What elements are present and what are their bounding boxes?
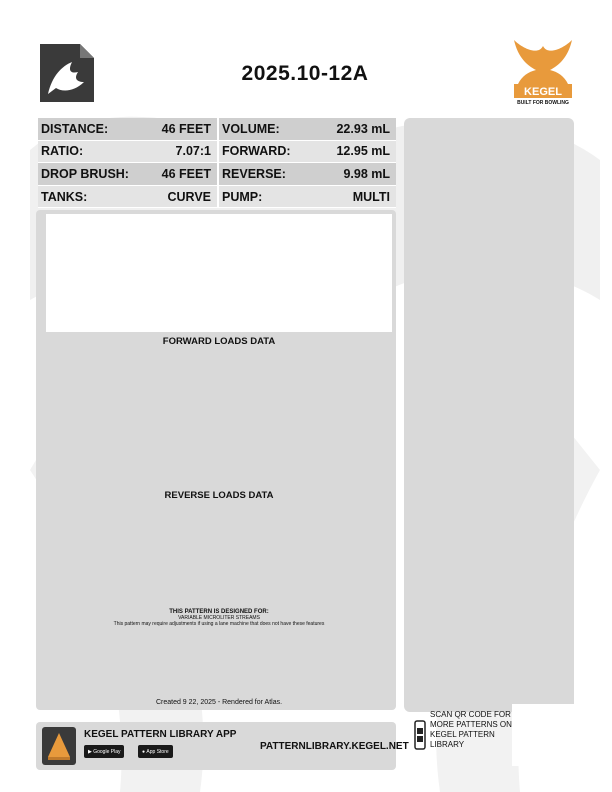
reverse-loads-title: REVERSE LOADS DATA bbox=[164, 490, 274, 501]
spec-label: PUMP: bbox=[222, 189, 263, 204]
brand-tagline: BUILT FOR BOWLING bbox=[517, 100, 569, 106]
phone-icon bbox=[414, 720, 426, 750]
spec-value: 46 FEET bbox=[161, 166, 211, 181]
spec-row bbox=[38, 118, 396, 141]
qr-code[interactable] bbox=[512, 704, 574, 766]
spec-value: 9.98 mL bbox=[343, 166, 390, 181]
designed-for bbox=[46, 609, 392, 627]
lane-panel bbox=[404, 118, 574, 712]
library-url[interactable]: PATTERNLIBRARY.KEGEL.NET bbox=[260, 741, 409, 752]
spec-label: RATIO: bbox=[41, 144, 84, 159]
oil-graph-card bbox=[46, 214, 392, 332]
spec-label: TANKS: bbox=[41, 189, 88, 204]
pattern-title: 2025.10-12A bbox=[241, 62, 369, 85]
designed-note: This pattern may require adjustments if using a lane machine that does not have these features bbox=[113, 621, 325, 627]
spec-value: 46 FEET bbox=[161, 121, 211, 136]
qr-code-image bbox=[512, 704, 574, 766]
app-icon bbox=[42, 727, 76, 765]
spec-row bbox=[38, 163, 396, 186]
pattern-document-icon bbox=[38, 42, 96, 104]
google-play-button[interactable] bbox=[84, 745, 124, 758]
lane-oil-diagram bbox=[404, 118, 574, 712]
spec-label: REVERSE: bbox=[222, 166, 286, 181]
spec-value: 22.93 mL bbox=[336, 121, 390, 136]
spec-label: DROP BRUSH: bbox=[41, 166, 129, 181]
spec-value: CURVE bbox=[167, 189, 211, 204]
app-store-label: App Store bbox=[146, 748, 169, 755]
spec-row bbox=[38, 141, 396, 164]
google-play-label: Google Play bbox=[93, 748, 121, 755]
play-icon: ▶ bbox=[88, 748, 94, 755]
spec-value: 12.95 mL bbox=[336, 144, 390, 159]
forward-loads-title: FORWARD LOADS DATA bbox=[162, 336, 276, 347]
spec-value: MULTI bbox=[352, 189, 390, 204]
apple-icon: ● bbox=[142, 748, 147, 755]
created-line: Created 9 22, 2025 - Rendered for Atlas. bbox=[155, 699, 283, 706]
app-store-button[interactable] bbox=[138, 745, 173, 758]
spec-row bbox=[38, 186, 396, 209]
app-title: KEGEL PATTERN LIBRARY APP bbox=[84, 729, 237, 740]
spec-label: VOLUME: bbox=[222, 121, 280, 136]
designed-item: VARIABLE MICROLITER STREAMS bbox=[178, 615, 260, 621]
pattern-specs bbox=[38, 118, 396, 208]
spec-label: FORWARD: bbox=[222, 144, 291, 159]
svg-text:KEGEL: KEGEL bbox=[524, 86, 562, 98]
spec-value: 7.07:1 bbox=[175, 144, 211, 159]
designed-heading: THIS PATTERN IS DESIGNED FOR: bbox=[169, 609, 269, 615]
qr-instructions: SCAN QR CODE FOR MORE PATTERNS ON KEGEL PATTERN LIBRARY bbox=[430, 710, 512, 749]
oil-distribution-graph bbox=[46, 214, 392, 332]
spec-label: DISTANCE: bbox=[41, 121, 109, 136]
